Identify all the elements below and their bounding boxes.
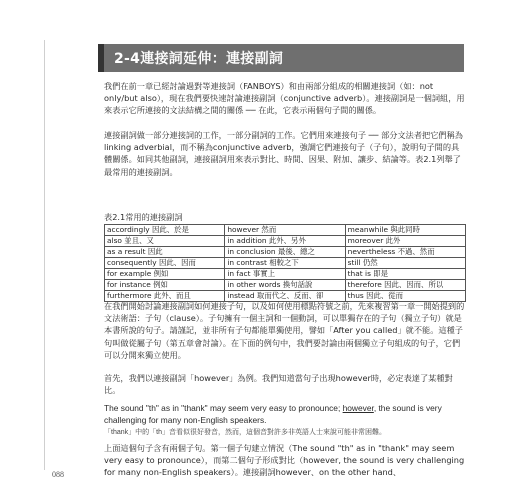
paragraph-clause-review: [104, 300, 466, 361]
paragraph-text: 首先，我們以連接副詞「however」為例。我們知道當句子出現however時，必定表達了某種對比。: [104, 373, 453, 396]
example-underlined-word: however: [342, 403, 374, 413]
table-row: [105, 280, 466, 291]
table-cell: as a result 因此: [105, 247, 225, 258]
example-sentence: [104, 402, 466, 439]
section-title: 2-4連接詞延伸：連接副詞: [114, 51, 284, 67]
page-margin-line: [44, 40, 45, 470]
table-cell: that is 即是: [345, 269, 465, 280]
section-title-bar: [104, 44, 464, 72]
paragraph-explanation: [104, 442, 466, 479]
example-translation: 「thank」中的「th」音看似很好發音，然而，這個音對許多非英語人士來說可能非常困難。: [104, 428, 386, 436]
example-part-1: The sound "th" as in "thank" may seem very easy to pronounce;: [104, 403, 343, 413]
table-cell: meanwhile 與此同時: [345, 225, 465, 236]
table-row: [105, 258, 466, 269]
paragraph-text: 我們在前一章已經討論過對等連接詞（FANBOYS）和由兩部分組成的相關連接詞（如：not only/but also），現在我們要快速討論連接副詞（conjunctive adverb）。連接副詞是一個詞組，用來表示它所連接的文法結構之間的關係 ── 在此，它表示兩個句子間的關係。: [104, 81, 465, 116]
paragraph-however-intro: [104, 372, 466, 396]
page-number: 088: [52, 470, 64, 479]
paragraph-intro: [104, 80, 466, 117]
paragraph-text: 連接副詞做一部分連接詞的工作，一部分副詞的工作。它們用來連接句子 ── 部分文法者把它們稱為linking adverbial，而不稱為conjunctive adverb，強調它們連接句子（子句），說明句子間的具體關係。如同其他副詞，連接副詞用來表示對比、時間、因果、附加、讓步、結論等。表2.1列舉了最常用的連接副詞。: [104, 130, 463, 177]
table-caption: 表2.1常用的連接副詞: [104, 212, 183, 222]
table-cell: consequently 因此、因而: [105, 258, 225, 269]
table-cell: in fact 事實上: [225, 269, 345, 280]
table-cell: for example 例如: [105, 269, 225, 280]
title-tab-mark: [98, 44, 104, 72]
table-row: [105, 236, 466, 247]
table-cell: also 並且、又: [105, 236, 225, 247]
table-cell: in contrast 相較之下: [225, 258, 345, 269]
table-cell: therefore 因此、因而、所以: [345, 280, 465, 291]
table-cell: still 仍然: [345, 258, 465, 269]
table-cell: instead 取而代之、反而、卻: [225, 291, 345, 302]
table-cell: nevertheless 不過、然而: [345, 247, 465, 258]
table-cell: for instance 例如: [105, 280, 225, 291]
example-part-2: , the sound is very challenging for many non-English speakers.: [104, 403, 442, 426]
table-cell: furthermore 此外、而且: [105, 291, 225, 302]
table-cell: in addition 此外、另外: [225, 236, 345, 247]
table-cell: thus 因此、從而: [345, 291, 465, 302]
table-cell: accordingly 因此、於是: [105, 225, 225, 236]
table-row: [105, 247, 466, 258]
paragraph-conjunctive-adverb: [104, 129, 466, 178]
table-cell: moreover 此外: [345, 236, 465, 247]
paragraph-text: 上面這個句子含有兩個子句。第一個子句建立情況（The sound "th" as in "thank" may seem very easy to pronounce），而第二個句子形成對比（however, the sound is very challenging for many non-English speakers）。連接副詞however、on the other hand、: [104, 443, 465, 478]
table-cell: in conclusion 最後、總之: [225, 247, 345, 258]
table-row: [105, 269, 466, 280]
conjunctive-adverb-table: [104, 224, 466, 302]
paragraph-text: 在我們開始討論連接副詞如何連接子句，以及如何使用標點符號之前，先來複習第一章一開始提到的文法術語：子句（clause）。子句擁有一個主詞和一個動詞，可以單獨存在的子句（獨立子句）就是本書所說的句子。請謹記，並非所有子句都能單獨使用，譬如「After you called」就不能。這種子句叫做從屬子句（第五章會討論）。在下面的例句中，我們要討論由兩個獨立子句組成的句子，它們可以分開來獨立使用。: [104, 301, 465, 360]
table-row: [105, 225, 466, 236]
table-cell: however 然而: [225, 225, 345, 236]
table-cell: in other words 換句話說: [225, 280, 345, 291]
